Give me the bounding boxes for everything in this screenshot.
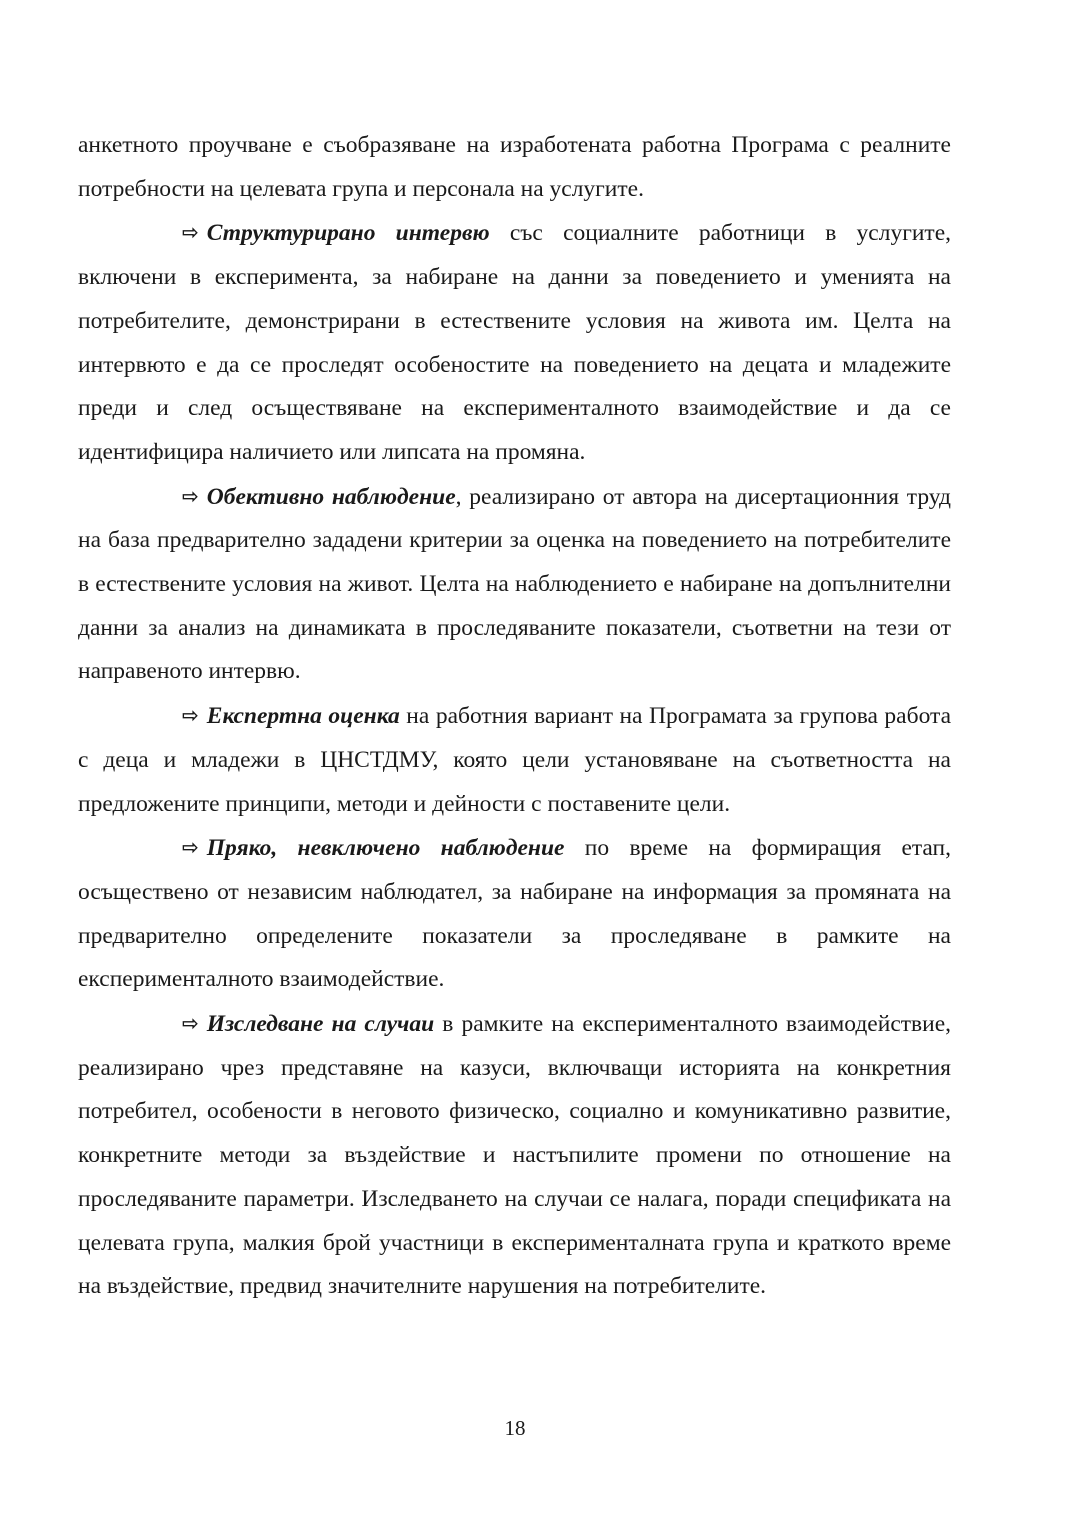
- term-structured-interview: Структурирано интервю: [206, 220, 490, 247]
- paragraph-objective-observation: [78, 475, 951, 695]
- page-number: 18: [504, 1416, 526, 1440]
- body-text: [78, 124, 951, 1309]
- right-arrow-icon: ⇨: [182, 483, 199, 508]
- paragraph-text: в рамките на експерименталното взаимодействие, реализирано чрез представяне на казуси, включващи историята на конкретния потребител, особености в неговото физическо, социално и комуникативно развитие, конкретните методи за въздействие и настъпилите промени по отношение на проследяваните параметри. Изследването на случаи се налага, поради спецификата на целевата група, малкия брой участници в експерименталната група и краткото време на въздействие, предвид значителните нарушения на потребителите.: [78, 1011, 951, 1300]
- right-arrow-icon: ⇨: [182, 1011, 199, 1036]
- term-objective-observation: Обективно наблюдение: [206, 483, 456, 510]
- paragraph-text: анкетното проучване е съобразяване на изработената работна Програма с реалните потребности на целевата група и персонала на услугите.: [78, 132, 951, 202]
- paragraph-text: по време на формиращия етап, осъществено от независим наблюдател, за набиране на информация за промяната на предварително определените показатели за проследяване в рамките на експерименталното взаимодействие.: [78, 835, 952, 993]
- paragraph-text: със социалните работници в услугите, включени в експеримента, за набиране на данни за поведението и уменията на потребителите, демонстрирани в естествените условия на живота им. Целта на интервюто е да се проследят особеностите на поведението на децата и младежите преди и след осъществяване на експерименталното взаимодействие и да се идентифицира наличието или липсата на промяна.: [78, 220, 951, 465]
- paragraph-case-study: [78, 1002, 951, 1309]
- paragraph-continuation: [78, 124, 951, 211]
- right-arrow-icon: ⇨: [182, 835, 199, 860]
- paragraph-text: на работния вариант на Програмата за групова работа с деца и младежи в ЦНСТДМУ, която цели установяване на съответността на предложените принципи, методи и дейности с поставените цели.: [78, 703, 951, 817]
- paragraph-direct-observation: [78, 826, 951, 1002]
- term-direct-observation: Пряко, невключено наблюдение: [206, 835, 565, 862]
- paragraph-structured-interview: [78, 211, 951, 474]
- term-case-study: Изследване на случаи: [206, 1011, 435, 1038]
- right-arrow-icon: ⇨: [182, 220, 199, 245]
- paragraph-expert-assessment: [78, 694, 951, 826]
- right-arrow-icon: ⇨: [182, 703, 199, 728]
- paragraph-text: , реализирано от автора на дисертационния труд на база предварително зададени критерии за оценка на поведението на потребителите в естествените условия на живот. Целта на наблюдението е набиране на допълнителни данни за анализ на динамиката в проследяваните показатели, съответни на тези от направеното интервю.: [78, 483, 951, 685]
- term-expert-assessment: Експертна оценка: [206, 703, 400, 730]
